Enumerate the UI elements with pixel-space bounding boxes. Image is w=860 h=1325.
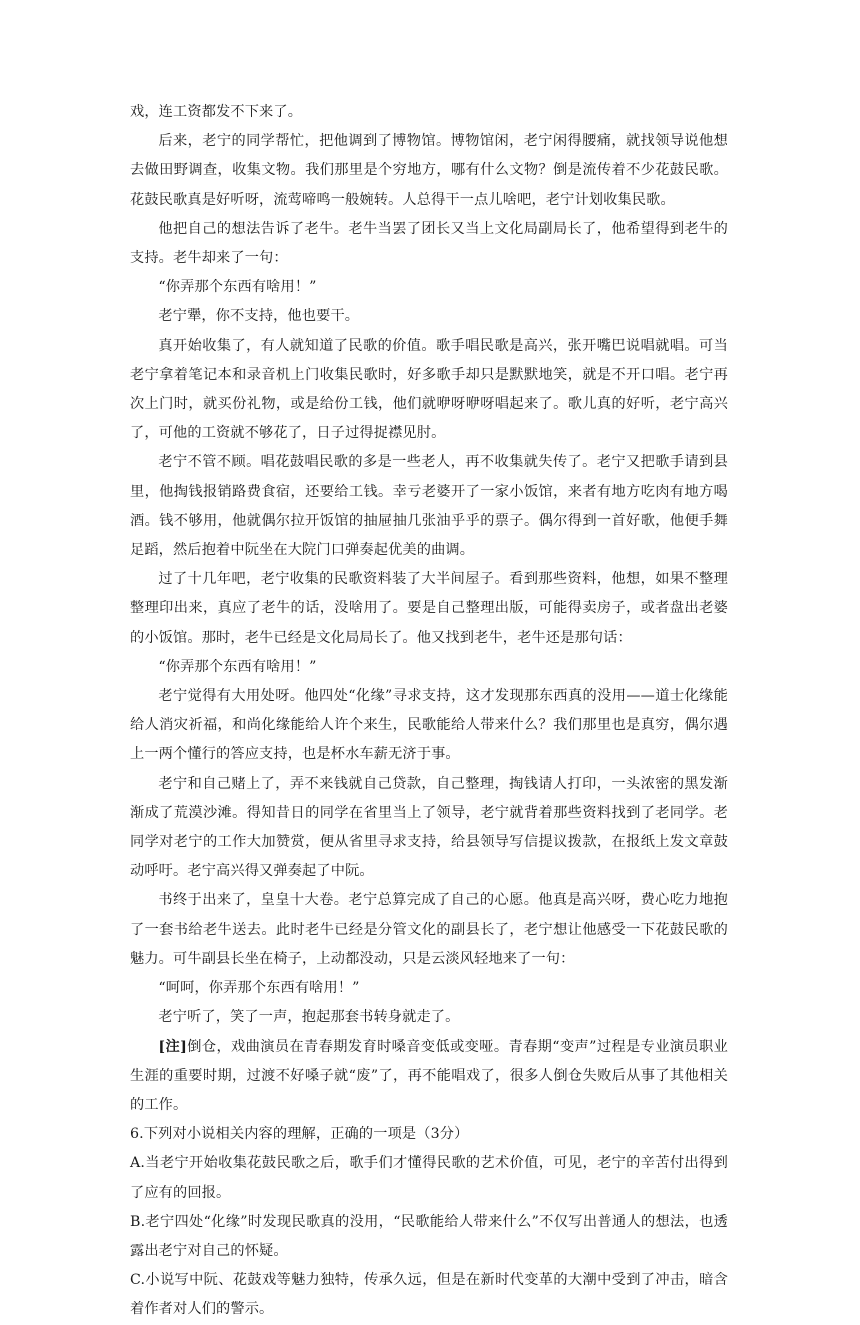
story-paragraph: 后来，老宁的同学帮忙，把他调到了博物馆。博物馆闲，老宁闲得腰痛，就找领导说他想去做田野调查，收集文物。我们那里是个穷地方，哪有什么文物？倒是流传着不少花鼓民歌。花鼓民歌真是好听呀，流莺啼鸣一般婉转。人总得干一点儿啥吧，老宁计划收集民歌。 xyxy=(130,133,728,208)
question-option-c: C.小说写中阮、花鼓戏等魅力独特，传承久远，但是在新时代变革的大潮中受到了冲击，暗含着作者对人们的警示。 xyxy=(130,1272,728,1318)
story-paragraph: 老宁犟，你不支持，他也要干。 xyxy=(158,308,360,325)
note-label: [注] xyxy=(158,1038,187,1055)
story-paragraph: 真开始收集了，有人就知道了民歌的价值。歌手唱民歌是高兴，张开嘴巴说唱就唱。可当老宁拿着笔记本和录音机上门收集民歌时，好多歌手却只是默默地笑，就是不开口唱。老宁再次上门时，就买份礼物，或是给份工钱，他们就咿呀咿呀唱起来了。歌儿真的好听，老宁高兴了，可他的工资就不够花了，日子过得捉襟见肘。 xyxy=(130,337,728,442)
story-quote: “呵呵，你弄那个东西有啥用！” xyxy=(158,980,360,997)
story-paragraph: 老宁不管不顾。唱花鼓唱民歌的多是一些老人，再不收集就失传了。老宁又把歌手请到县里，他掏钱报销路费食宿，还要给工钱。幸亏老婆开了一家小饭馆，来者有地方吃肉有地方喝酒。钱不够用，他就偶尔拉开饭馆的抽屉抽几张油乎乎的票子。偶尔得到一首好歌，他便手舞足蹈，然后抱着中阮坐在大院门口弹奏起优美的曲调。 xyxy=(130,454,728,559)
story-paragraph: 书终于出来了，皇皇十大卷。老宁总算完成了自己的心愿。他真是高兴呀，费心吃力地抱了一套书给老牛送去。此时老牛已经是分管文化的副县长了，老宁想让他感受一下花鼓民歌的魅力。可牛副县长坐在椅子，上动都没动，只是云淡风轻地来了一句： xyxy=(130,892,728,967)
story-paragraph: 老宁和自己赌上了，弄不来钱就自己贷款，自己整理，掏钱请人打印，一头浓密的黑发渐渐成了荒漠沙滩。得知昔日的同学在省里当上了领导，老宁就背着那些资料找到了老同学。老同学对老宁的工作大加赞赏，便从省里寻求支持，给县领导写信提议拨款，在报纸上发文章鼓动呼吁。老宁高兴得又弹奏起了中阮。 xyxy=(130,775,728,880)
story-paragraph: 戏，连工资都发不下来了。 xyxy=(130,104,303,120)
note-text: 倒仓，戏曲演员在青春期发育时嗓音变低或变哑。青春期“变声”过程是专业演员职业生涯的重要时期，过渡不好嗓子就“废”了，再不能唱戏了，很多人倒仓失败后从事了其他相关的工作。 xyxy=(130,1038,728,1113)
story-quote: “你弄那个东西有啥用！” xyxy=(158,279,317,296)
annotation-note xyxy=(130,1033,728,1121)
story-paragraph: 老宁觉得有大用处呀。他四处“化缘”寻求支持，这才发现那东西真的没用——道士化缘能给人消灾祈福，和尚化缘能给人许个来生，民歌能给人带来什么？我们那里也是真穷，偶尔遇上一两个懂行的答应支持，也是杯水车薪无济于事。 xyxy=(130,688,728,763)
story-paragraph: 老宁听了，笑了一声，抱起那套书转身就走了。 xyxy=(158,1009,460,1026)
story-quote: “你弄那个东西有啥用！” xyxy=(158,658,317,675)
question-option-b: B.老宁四处“化缘”时发现民歌真的没用，“民歌能给人带来什么”不仅写出普通人的想法，也透露出老宁对自己的怀疑。 xyxy=(130,1213,728,1259)
story-paragraph: 他把自己的想法告诉了老牛。老牛当罢了团长又当上文化局副局长了，他希望得到老牛的支持。老牛却来了一句： xyxy=(130,220,728,267)
question-stem: 6.下列对小说相关内容的理解，正确的一项是（3分） xyxy=(130,1126,469,1143)
story-paragraph: 过了十几年吧，老宁收集的民歌资料装了大半间屋子。看到那些资料，他想，如果不整理整理印出来，真应了老牛的话，没啥用了。要是自己整理出版，可能得卖房子，或者盘出老婆的小饭馆。那时，老牛已经是文化局局长了。他又找到老牛，老牛还是那句话： xyxy=(130,571,728,646)
question-option-a: A.当老宁开始收集花鼓民歌之后，歌手们才懂得民歌的艺术价值，可见，老宁的辛苦付出得到了应有的回报。 xyxy=(130,1155,728,1201)
